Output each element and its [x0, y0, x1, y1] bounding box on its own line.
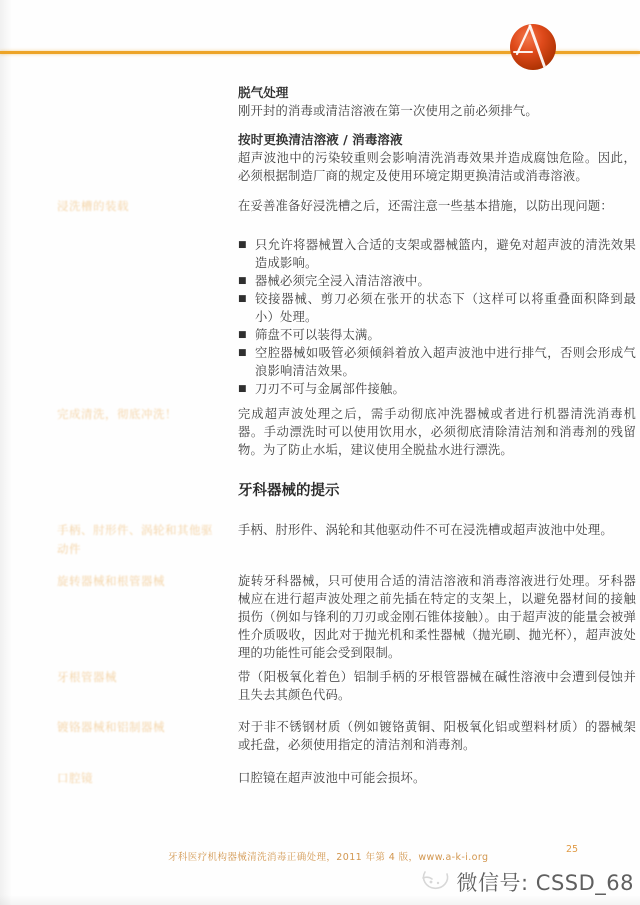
bullet-square-icon: ■: [238, 276, 247, 286]
margin-label: 口腔镜: [57, 771, 93, 785]
margin-label: 镀铬器械和铝制器械: [57, 720, 165, 734]
list-item-text: 空腔器械如吸管必须倾斜着放入超声波池中进行排气，否则会形成气浪影响清洁效果。: [255, 346, 636, 378]
section-paragraph: 在妥善准备好浸洗槽之后，还需注意一些基本措施，以防出现问题：: [238, 199, 613, 213]
section-handpieces: [57, 521, 640, 559]
margin-label: 牙根管器械: [57, 670, 117, 684]
wechat-sketch-icon: [419, 864, 453, 900]
list-item: [238, 380, 636, 398]
wechat-watermark: [419, 864, 634, 900]
section-paragraph: 刚开封的消毒或清洁溶液在第一次使用之前必须排气。: [238, 104, 538, 118]
list-item-text: 筛盘不可以装得太满。: [255, 328, 380, 342]
section-change-solution: [57, 131, 640, 185]
margin-label: 浸洗槽的装载: [57, 199, 129, 213]
list-item-text: 只允许将器械置入合适的支架或器械篮内，避免对超声波的清洗效果造成影响。: [255, 238, 636, 270]
precaution-list: [238, 236, 636, 398]
section-heading: 按时更换清洁溶液 / 消毒溶液: [238, 132, 403, 147]
section-paragraph: 手柄、肘形件、涡轮和其他驱动件不可在浸洗槽或超声波池中处理。: [238, 523, 613, 537]
section-bullet-list: [57, 236, 640, 398]
list-item-text: 铰接器械、剪刀必须在张开的状态下（这样可以将重叠面积降到最小）处理。: [255, 292, 636, 324]
section-paragraph: 完成超声波处理之后，需手动彻底冲洗器械或者进行机器清洗消毒机器。手动漂洗时可以使用饮用水，必须彻底清除清洁剂和消毒剂的残留物。为了防止水垢，建议使用全脱盐水进行漂洗。: [238, 407, 636, 457]
page-number: 25: [566, 844, 579, 855]
section-paragraph: 超声波池中的污染较重则会影响清洗消毒效果并造成腐蚀危险。因此，必须根据制造厂商的规定及使用环境定期更换清洁或消毒溶液。: [238, 151, 636, 183]
section-mouth-mirror: [57, 769, 640, 788]
section-paragraph: 带（阳极氧化着色）铝制手柄的牙根管器械在碱性溶液中会遭到侵蚀并且失去其颜色代码。: [238, 670, 636, 702]
section-paragraph: 旋转牙科器械，只可使用合适的清洁溶液和消毒溶液进行处理。牙科器械应在进行超声波处理之前先插在特定的支架上，以避免器材间的接触损伤（例如与锋利的刀刃或金刚石锥体接触）。由于超声波的能量会被弹性介质吸收，因此对于抛光机和柔性器械（抛光刷、抛光杯），超声波处理的功能性可能会受到限制。: [238, 574, 636, 660]
list-item: [238, 326, 636, 344]
list-item: [238, 272, 636, 290]
bullet-square-icon: ■: [238, 330, 247, 340]
bullet-square-icon: ■: [238, 240, 247, 250]
section-degassing: [57, 84, 640, 120]
list-item-text: 刀刃不可与金属部件接触。: [255, 382, 405, 396]
section-dental-tips: [57, 481, 640, 501]
section-rinse-after: [57, 405, 640, 459]
bullet-square-icon: ■: [238, 384, 247, 394]
section-paragraph: 口腔镜在超声波池中可能会损坏。: [238, 771, 426, 785]
section-bath-loading: [57, 197, 640, 216]
margin-label: 完成清洗，彻底冲洗！: [57, 407, 177, 421]
section-title: 牙科器械的提示: [238, 483, 340, 499]
margin-label: 手柄、肘形件、涡轮和其他驱动件: [57, 523, 213, 556]
section-rotary-instruments: [57, 572, 640, 662]
list-item: [238, 236, 636, 272]
bullet-square-icon: ■: [238, 294, 247, 304]
margin-label: 旋转器械和根管器械: [57, 574, 165, 588]
bullet-square-icon: ■: [238, 348, 247, 358]
watermark-text: 微信号: CSSD_68: [456, 871, 634, 895]
footer-source-line: 牙科医疗机构器械清洗消毒正确处理，2011 年第 4 版，www.a-k-i.org: [168, 852, 489, 863]
section-racks-trays: [57, 718, 640, 754]
section-heading: 脱气处理: [238, 85, 289, 100]
list-item: [238, 290, 636, 326]
list-item: [238, 344, 636, 380]
section-paragraph: 对于非不锈钢材质（例如镀铬黄铜、阳极氧化铝或塑料材质）的器械架或托盘，必须使用指定的清洁剂和消毒剂。: [238, 720, 636, 752]
list-item-text: 器械必须完全浸入清洁溶液中。: [255, 274, 430, 288]
section-root-canal: [57, 668, 640, 704]
